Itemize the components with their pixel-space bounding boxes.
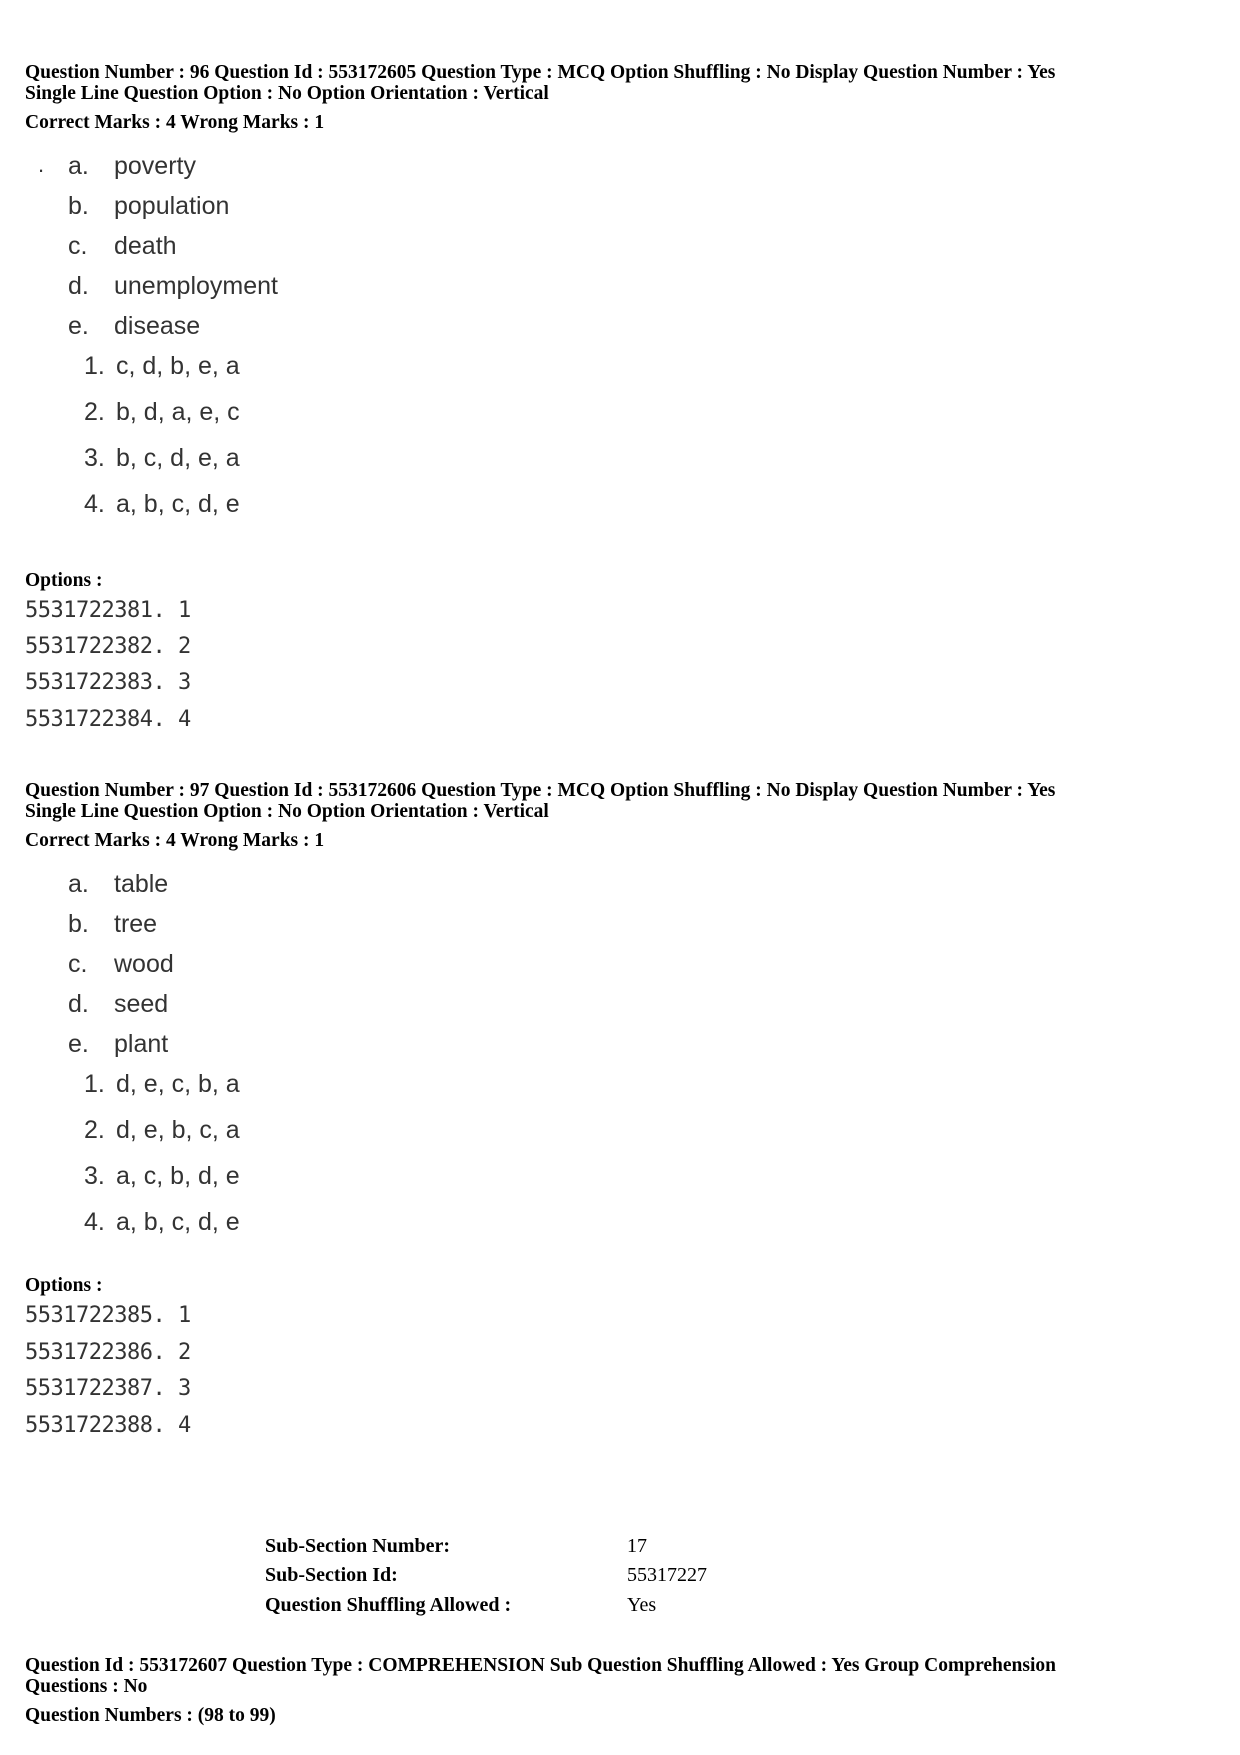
question-96-item-b: b. population [68,192,230,220]
question-97-item-d: d. seed [68,990,169,1018]
subsection-number-value: 17 [627,1535,647,1557]
subsection-number-label: Sub-Section Number: [265,1535,451,1557]
question-97-option-4: 5531722388. 4 [25,1413,191,1438]
question-97-header [25,780,1055,822]
question-97-item-a: a. table [68,870,169,898]
question-97-answer-1: 1. d, e, c, b, a [84,1070,240,1098]
question-97-marks: Correct Marks : 4 Wrong Marks : 1 [25,830,325,851]
question-96-answer-2: 2. b, d, a, e, c [84,398,240,426]
comprehension-question-numbers: Question Numbers : (98 to 99) [25,1705,276,1726]
question-96-option-1: 5531722381. 1 [25,598,191,623]
question-97-answer-2: 2. d, e, b, c, a [84,1116,240,1144]
question-96-bullet: . [38,152,45,177]
comprehension-header [25,1655,1056,1697]
question-97-option-1: 5531722385. 1 [25,1303,191,1328]
question-97-options-label: Options : [25,1275,103,1296]
question-96-answer-3: 3. b, c, d, e, a [84,444,240,472]
question-96-meta-line1: Question Number : 96 Question Id : 553172605 Question Type : MCQ Option Shuffling : No Display Question Number : Yes [25,62,1056,83]
question-96-options-label: Options : [25,570,103,591]
question-96-option-2: 5531722382. 2 [25,634,191,659]
question-97-meta-line2: Single Line Question Option : No Option Orientation : Vertical [25,801,549,822]
subsection-id-label: Sub-Section Id: [265,1564,398,1586]
question-96-item-a: a. poverty [68,152,196,180]
question-97-option-3: 5531722387. 3 [25,1376,191,1401]
question-96-item-e: e. disease [68,312,201,340]
comprehension-meta-line2: Questions : No [25,1676,148,1697]
subsection-id-value: 55317227 [627,1564,707,1586]
question-97-option-2: 5531722386. 2 [25,1340,191,1365]
question-97-item-c: c. wood [68,950,174,978]
question-97-meta-line1: Question Number : 97 Question Id : 553172606 Question Type : MCQ Option Shuffling : No Display Question Number : Yes [25,780,1056,801]
question-96-item-c: c. death [68,232,177,260]
question-97-item-b: b. tree [68,910,158,938]
question-96-option-4: 5531722384. 4 [25,707,191,732]
question-96-meta-line2: Single Line Question Option : No Option Orientation : Vertical [25,83,549,104]
question-shuffling-value: Yes [627,1594,657,1616]
question-96-marks: Correct Marks : 4 Wrong Marks : 1 [25,112,325,133]
comprehension-meta-line1: Question Id : 553172607 Question Type : COMPREHENSION Sub Question Shuffling Allowed : Yes Group Comprehension [25,1655,1056,1676]
question-96-answer-4: 4. a, b, c, d, e [84,490,240,518]
question-97-answer-3: 3. a, c, b, d, e [84,1162,240,1190]
question-96-option-3: 5531722383. 3 [25,670,191,695]
question-96-item-d: d. unemployment [68,272,278,300]
question-97-answer-4: 4. a, b, c, d, e [84,1208,240,1236]
question-shuffling-label: Question Shuffling Allowed : [265,1594,512,1616]
question-96-answer-1: 1. c, d, b, e, a [84,352,240,380]
question-97-item-e: e. plant [68,1030,169,1058]
question-96-header [25,62,1055,104]
